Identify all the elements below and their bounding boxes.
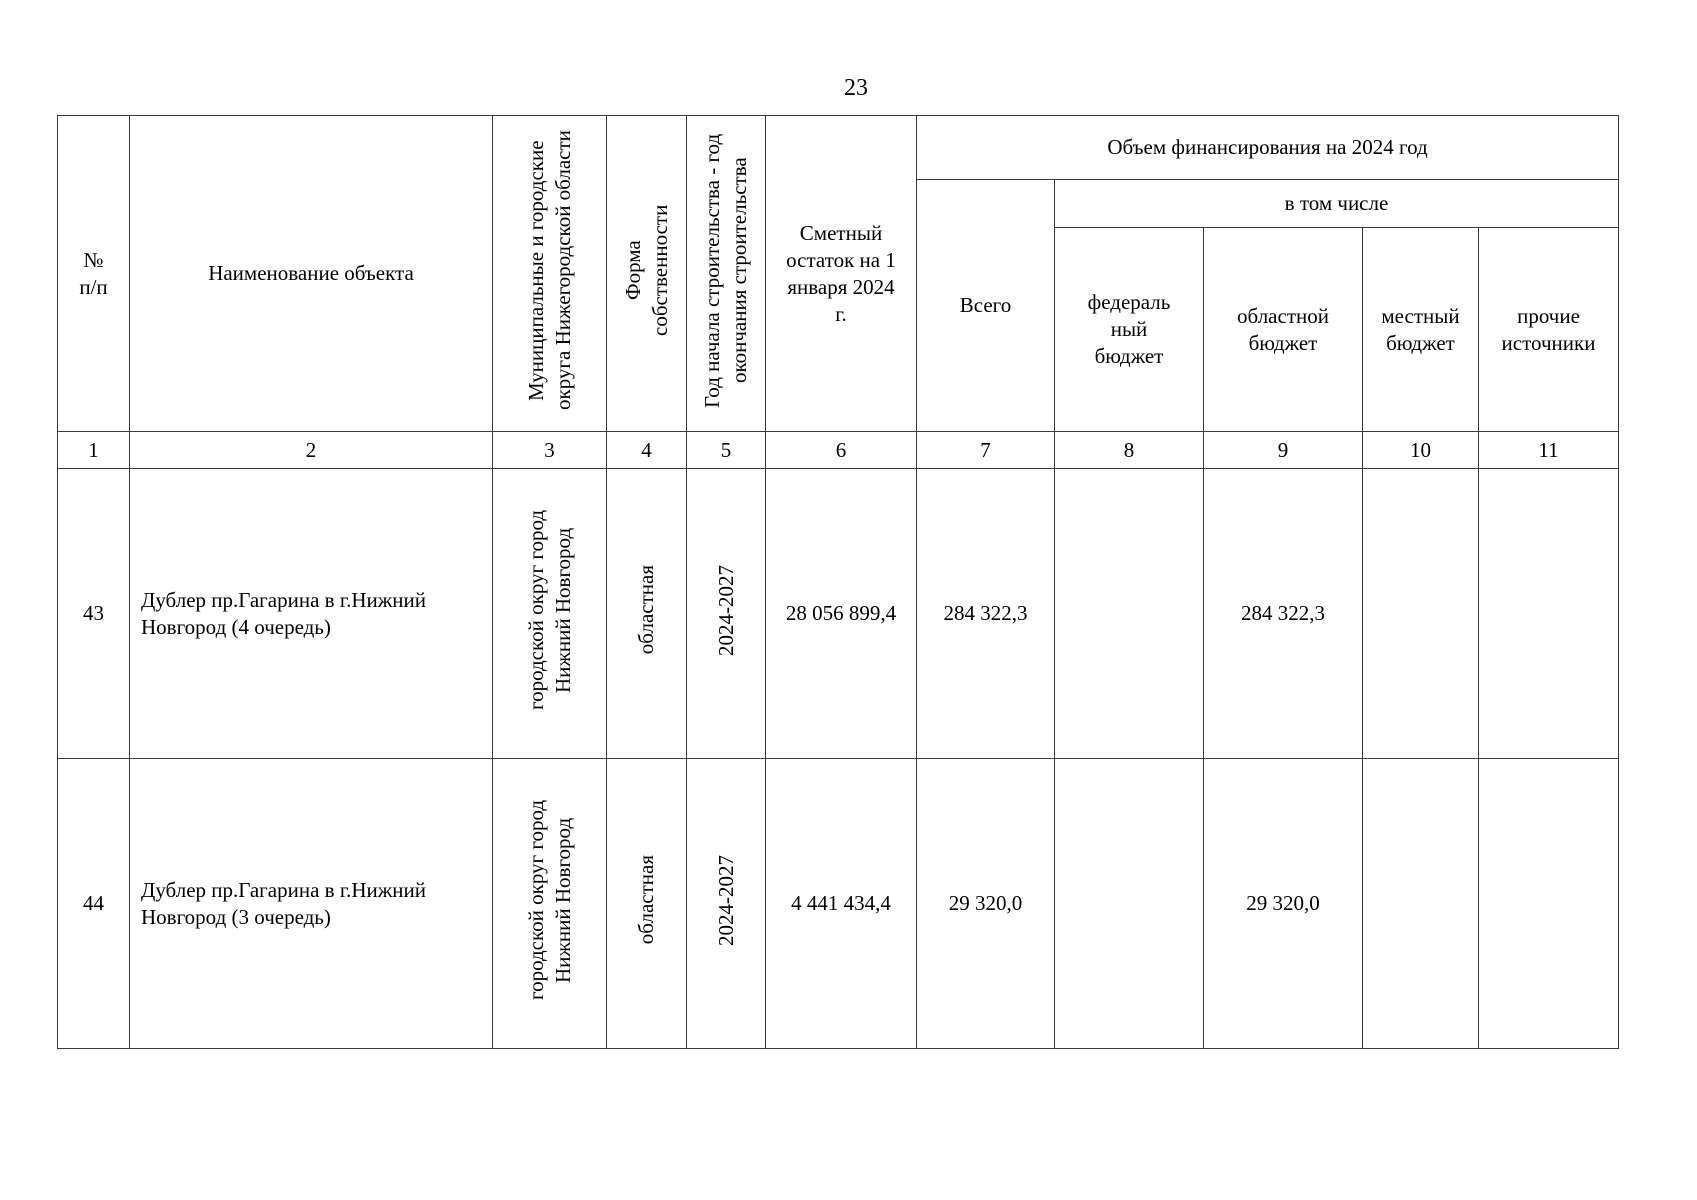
column-number: 11 — [1479, 432, 1619, 469]
column-number: 10 — [1363, 432, 1479, 469]
row-years: 2024-2027 — [687, 469, 766, 759]
header-total: Всего — [917, 180, 1055, 432]
header-funding: Объем финансирования на 2024 год — [917, 116, 1619, 180]
row-name: Дублер пр.Гагарина в г.Нижний Новгород (3 очередь) — [130, 759, 493, 1049]
row-num: 43 — [58, 469, 130, 759]
row-years: 2024-2027 — [687, 759, 766, 1049]
row-federal — [1055, 759, 1204, 1049]
header-municipality: Муниципальные и городские округа Нижегородской области — [493, 116, 607, 432]
row-estimate: 28 056 899,4 — [766, 469, 917, 759]
column-number: 4 — [607, 432, 687, 469]
row-regional: 284 322,3 — [1204, 469, 1363, 759]
header-ownership: Форма собственности — [607, 116, 687, 432]
header-including: в том числе — [1055, 180, 1619, 228]
header-estimate: Сметный остаток на 1 января 2024 г. — [766, 116, 917, 432]
row-total: 284 322,3 — [917, 469, 1055, 759]
row-local — [1363, 759, 1479, 1049]
column-number-row — [58, 432, 1619, 469]
row-ownership: областная — [607, 469, 687, 759]
row-municipality: городской округ город Нижний Новгород — [493, 469, 607, 759]
column-number: 6 — [766, 432, 917, 469]
header-num: № п/п — [58, 116, 130, 432]
column-number: 5 — [687, 432, 766, 469]
header-name: Наименование объекта — [130, 116, 493, 432]
column-number: 3 — [493, 432, 607, 469]
row-total: 29 320,0 — [917, 759, 1055, 1049]
header-local: местный бюджет — [1363, 228, 1479, 432]
row-municipality: городской округ город Нижний Новгород — [493, 759, 607, 1049]
header-years: Год начала строительства - год окончания строительства — [687, 116, 766, 432]
row-other — [1479, 759, 1619, 1049]
row-name: Дублер пр.Гагарина в г.Нижний Новгород (4 очередь) — [130, 469, 493, 759]
header-regional: областной бюджет — [1204, 228, 1363, 432]
row-num: 44 — [58, 759, 130, 1049]
column-number: 8 — [1055, 432, 1204, 469]
row-regional: 29 320,0 — [1204, 759, 1363, 1049]
header-federal: федераль ный бюджет — [1055, 228, 1204, 432]
row-ownership: областная — [607, 759, 687, 1049]
row-federal — [1055, 469, 1204, 759]
header-row-1 — [58, 116, 1619, 180]
page-number: 23 — [844, 75, 868, 101]
row-other — [1479, 469, 1619, 759]
row-estimate: 4 441 434,4 — [766, 759, 917, 1049]
column-number: 2 — [130, 432, 493, 469]
table-row — [58, 759, 1619, 1049]
financing-table — [57, 115, 1619, 1049]
row-local — [1363, 469, 1479, 759]
column-number: 1 — [58, 432, 130, 469]
column-number: 7 — [917, 432, 1055, 469]
header-other: прочие источники — [1479, 228, 1619, 432]
table-row — [58, 469, 1619, 759]
column-number: 9 — [1204, 432, 1363, 469]
